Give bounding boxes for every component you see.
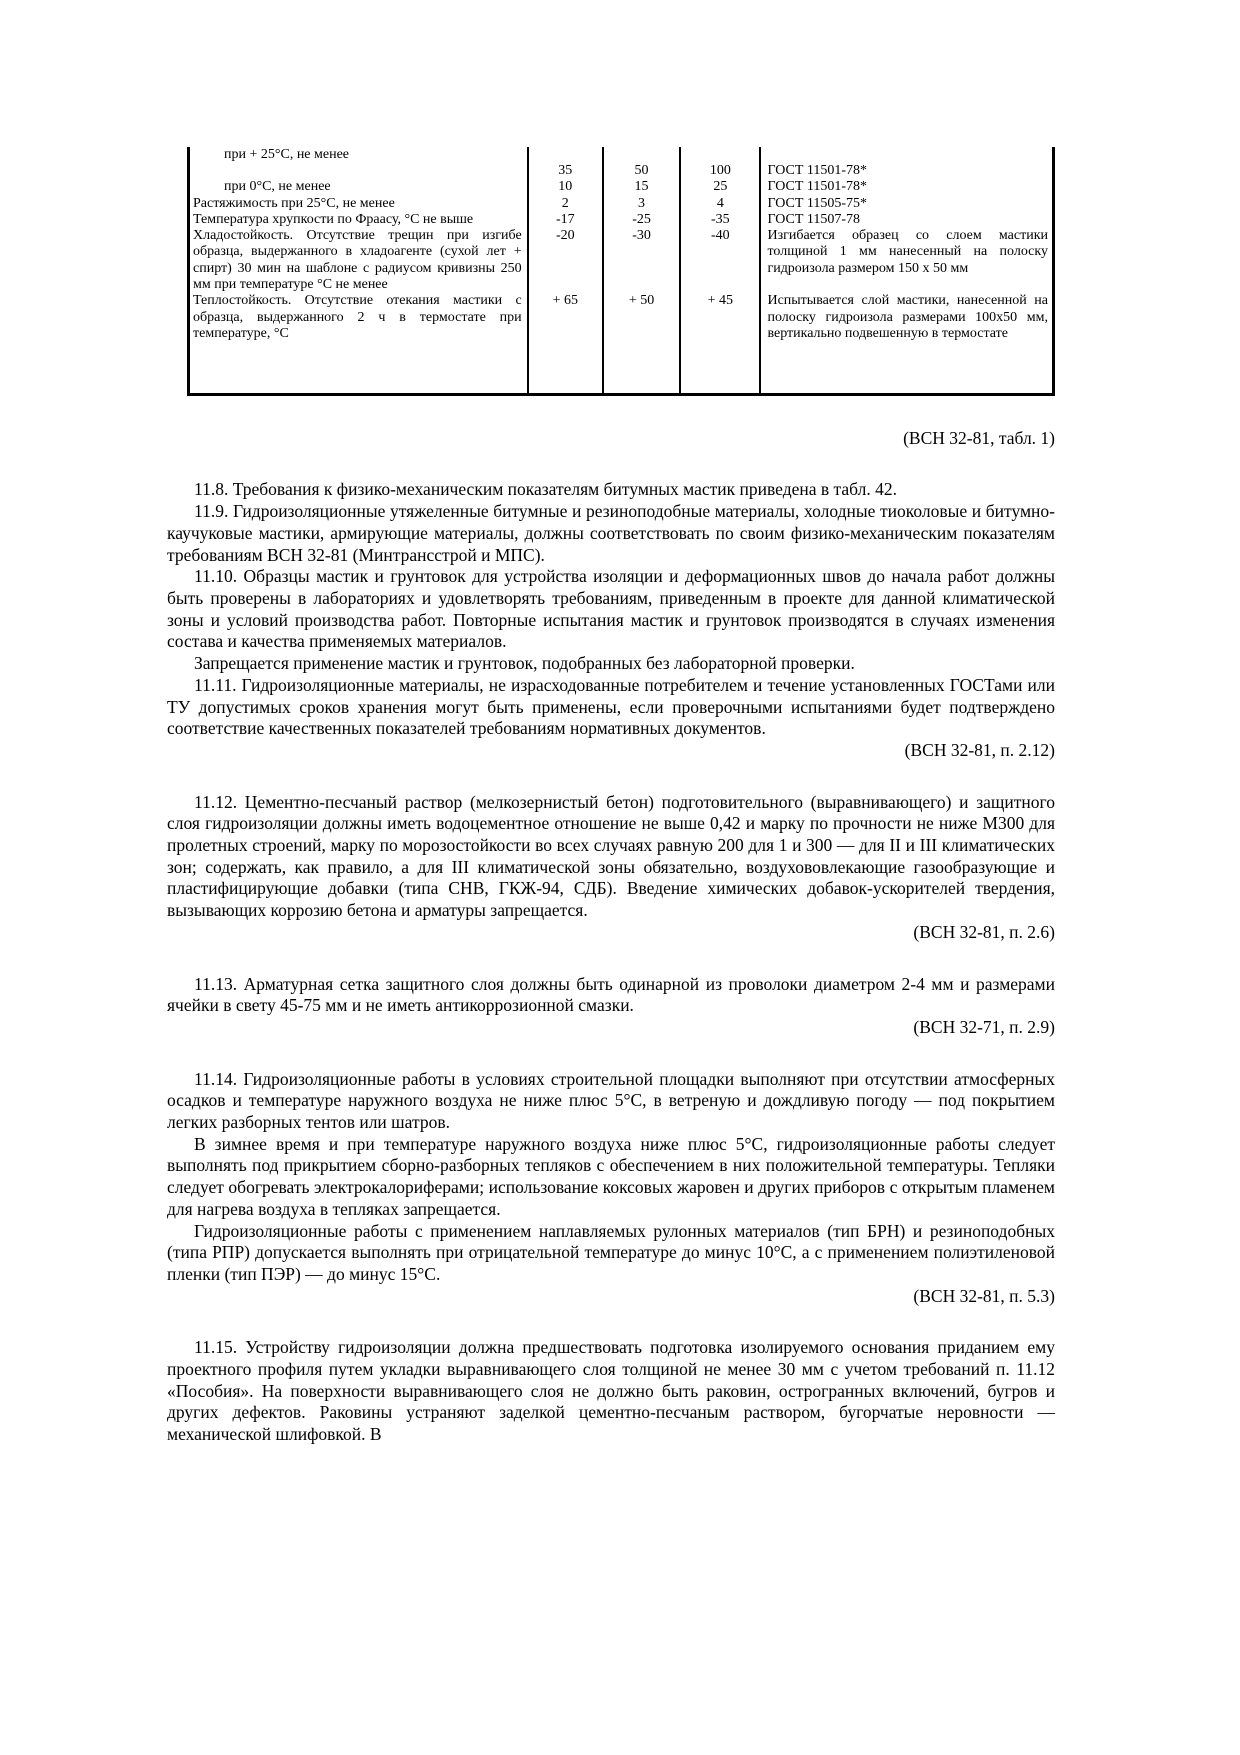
- value-cell: [528, 342, 603, 394]
- value-cell: 3: [603, 196, 680, 212]
- value-cell: 4: [680, 196, 760, 212]
- paragraph-11-12: 11.12. Цементно-песчаный раствор (мелкозернистый бетон) подготовительного (выравнивающего) и защитного слоя гидроизоляции должны иметь водоцементное отношение не выше 0,42 и марку по прочности не ниже М300 для пролетных строений, марку по морозостойкости во всех случаях равную 200 для 1 и 300 — для II и III климатических зон; содержать, как правило, а для III климатической зоны обязательно, воздухововлекающие газообразующие и пластифицирующие добавки (типа СНВ, ГКЖ-94, СДБ). Введение химических добавок-ускорителей твердения, вызывающих коррозию бетона и арматуры запрещается.: [167, 791, 1055, 921]
- method-cell: ГОСТ 11507-78: [760, 212, 1053, 228]
- table-row: [189, 179, 1054, 195]
- paragraph-surfacing-note: Гидроизоляционные работы с применением наплавляемых рулонных материалов (тип БРН) и резиноподобных (типа РПР) допускается выполнять при отрицательной температуре до минус 10°С, а с применением полиэтиленовой пленки (тип ПЭР) — до минус 15°С.: [167, 1220, 1055, 1284]
- value-cell: -17: [528, 212, 603, 228]
- paragraph-11-10: 11.10. Образцы мастик и грунтовок для устройства изоляции и деформационных швов до начала работ должны быть проверены в лабораториях и удовлетворять требованиям, приведенным в проекте для данной климатической зоны и условий производства работ. Повторные испытания мастик и грунтовок производятся в случаях изменения состава и качества применяемых материалов.: [167, 566, 1055, 652]
- citation-p-2-9: (ВСН 32-71, п. 2.9): [913, 1016, 1055, 1037]
- method-cell: Испытывается слой мастики, нанесенной на полоску гидроизола размерами 100х50 мм, вертикально подвешенную в термостате: [760, 293, 1053, 342]
- value-cell: 25: [680, 179, 760, 195]
- table-spacer-row: [189, 342, 1054, 394]
- table-row: [189, 293, 1054, 342]
- paragraph-11-9: 11.9. Гидроизоляционные утяжеленные битумные и резиноподобные материалы, холодные тиоколовые и битумно-каучуковые мастики, армирующие материалы, должны соответствовать по своим физико-механическим показателям требованиям ВСН 32-81 (Минтрансстрой и МПС).: [167, 501, 1055, 565]
- table-row: [189, 212, 1054, 228]
- paragraph-winter-note: В зимнее время и при температуре наружного воздуха ниже плюс 5°С, гидроизоляционные работы следует выполнять под прикрытием сборно-разборных тепляков с обеспечением в них положительной температуры. Тепляки следует обогревать электрокалориферами; использование коксовых жаровен и других приборов с открытым пламенем для нагрева воздуха в тепляках запрещается.: [167, 1133, 1055, 1219]
- table-source-citation: (ВСН 32-81, табл. 1): [903, 427, 1055, 448]
- method-cell: [760, 342, 1053, 394]
- paragraph-11-14: 11.14. Гидроизоляционные работы в условиях строительной площадки выполняют при отсутствии атмосферных осадков и температуре наружного воздуха не ниже плюс 5°С, в ветреную и дождливую погоду — под покрытием легких разборных тентов или шатров.: [167, 1068, 1055, 1133]
- value-cell: 50: [603, 147, 680, 179]
- value-cell: [680, 342, 760, 394]
- table-row: [189, 196, 1054, 212]
- value-cell: 100: [680, 147, 760, 179]
- value-cell: [603, 342, 680, 394]
- paragraph-11-8: 11.8. Требования к физико-механическим показателям битумных мастик приведена в табл. 42.: [194, 479, 897, 500]
- indicator-cell: [189, 342, 528, 394]
- value-cell: + 50: [603, 293, 680, 342]
- value-cell: 10: [528, 179, 603, 195]
- paragraph-forbidden-note: Запрещается применение мастик и грунтовок, подобранных без лабораторной проверки.: [194, 653, 855, 674]
- content-area: [167, 147, 1055, 1446]
- value-cell: -30: [603, 228, 680, 293]
- indicator-cell: Хладостойкость. Отсутствие трещин при изгибе образца, выдержанного в хладоагенте (сухой лет + спирт) 30 мин на шаблоне с радиусом кривизны 250 мм при температуре °С не менее: [193, 228, 522, 293]
- method-cell: ГОСТ 11505-75*: [760, 196, 1053, 212]
- paragraph-11-13: 11.13. Арматурная сетка защитного слоя должны быть одинарной из проволоки диаметром 2-4 мм и размерами ячейки в свету 45-75 мм и не иметь антикоррозионной смазки.: [167, 973, 1055, 1016]
- value-cell: + 65: [528, 293, 603, 342]
- indicator-cell: Теплостойкость. Отсутствие отекания мастики с образца, выдержанного 2 ч в термостате при температуре, °С: [193, 293, 522, 341]
- method-cell: Изгибается образец со слоем мастики толщиной 1 мм нанесенный на полоску гидроизола размером 150 х 50 мм: [760, 228, 1053, 293]
- method-cell: ГОСТ 11501-78*: [760, 179, 1053, 195]
- value-cell: + 45: [680, 293, 760, 342]
- paragraph-11-11: 11.11. Гидроизоляционные материалы, не израсходованные потребителем и течение установленных ГОСТами или ТУ допустимых сроков хранения могут быть применены, если проверочными испытаниями будет подтверждено соответствие качественных показателей требованиям нормативных документов.: [167, 674, 1055, 739]
- indicator-cell: при + 25°С, не менее: [224, 147, 350, 162]
- indicator-cell: при 0°С, не менее: [224, 179, 331, 195]
- value-cell: 2: [528, 196, 603, 212]
- value-cell: 15: [603, 179, 680, 195]
- citation-p-5-3: (ВСН 32-81, п. 5.3): [913, 1285, 1055, 1306]
- paragraph-11-15: 11.15. Устройству гидроизоляции должна предшествовать подготовка изолируемого основания приданием ему проектного профиля путем укладки выравнивающего слоя толщиной не менее 30 мм с учетом требований п. 11.12 «Пособия». На поверхности выравнивающего слоя не должно быть раковин, острогранных включений, бугров и других дефектов. Раковины устраняют заделкой цементно-песчаным раствором, бугорчатые неровности — механической шлифовкой. В: [167, 1337, 1055, 1445]
- value-cell: 35: [528, 147, 603, 179]
- value-cell: -35: [680, 212, 760, 228]
- table-row: [189, 228, 1054, 293]
- value-cell: -20: [528, 228, 603, 293]
- method-cell: ГОСТ 11501-78*: [760, 147, 1053, 179]
- indicator-cell: Температура хрупкости по Фраасу, °С не выше: [193, 211, 474, 227]
- value-cell: -25: [603, 212, 680, 228]
- citation-p-2-6: (ВСН 32-81, п. 2.6): [913, 921, 1055, 942]
- citation-p-2-12: (ВСН 32-81, п. 2.12): [904, 739, 1055, 760]
- table-row: [189, 147, 1054, 179]
- value-cell: -40: [680, 228, 760, 293]
- mastic-properties-table: [187, 147, 1055, 396]
- text-blocks: [167, 428, 1055, 1446]
- indicator-cell: Растяжимость при 25°С, не менее: [193, 195, 395, 211]
